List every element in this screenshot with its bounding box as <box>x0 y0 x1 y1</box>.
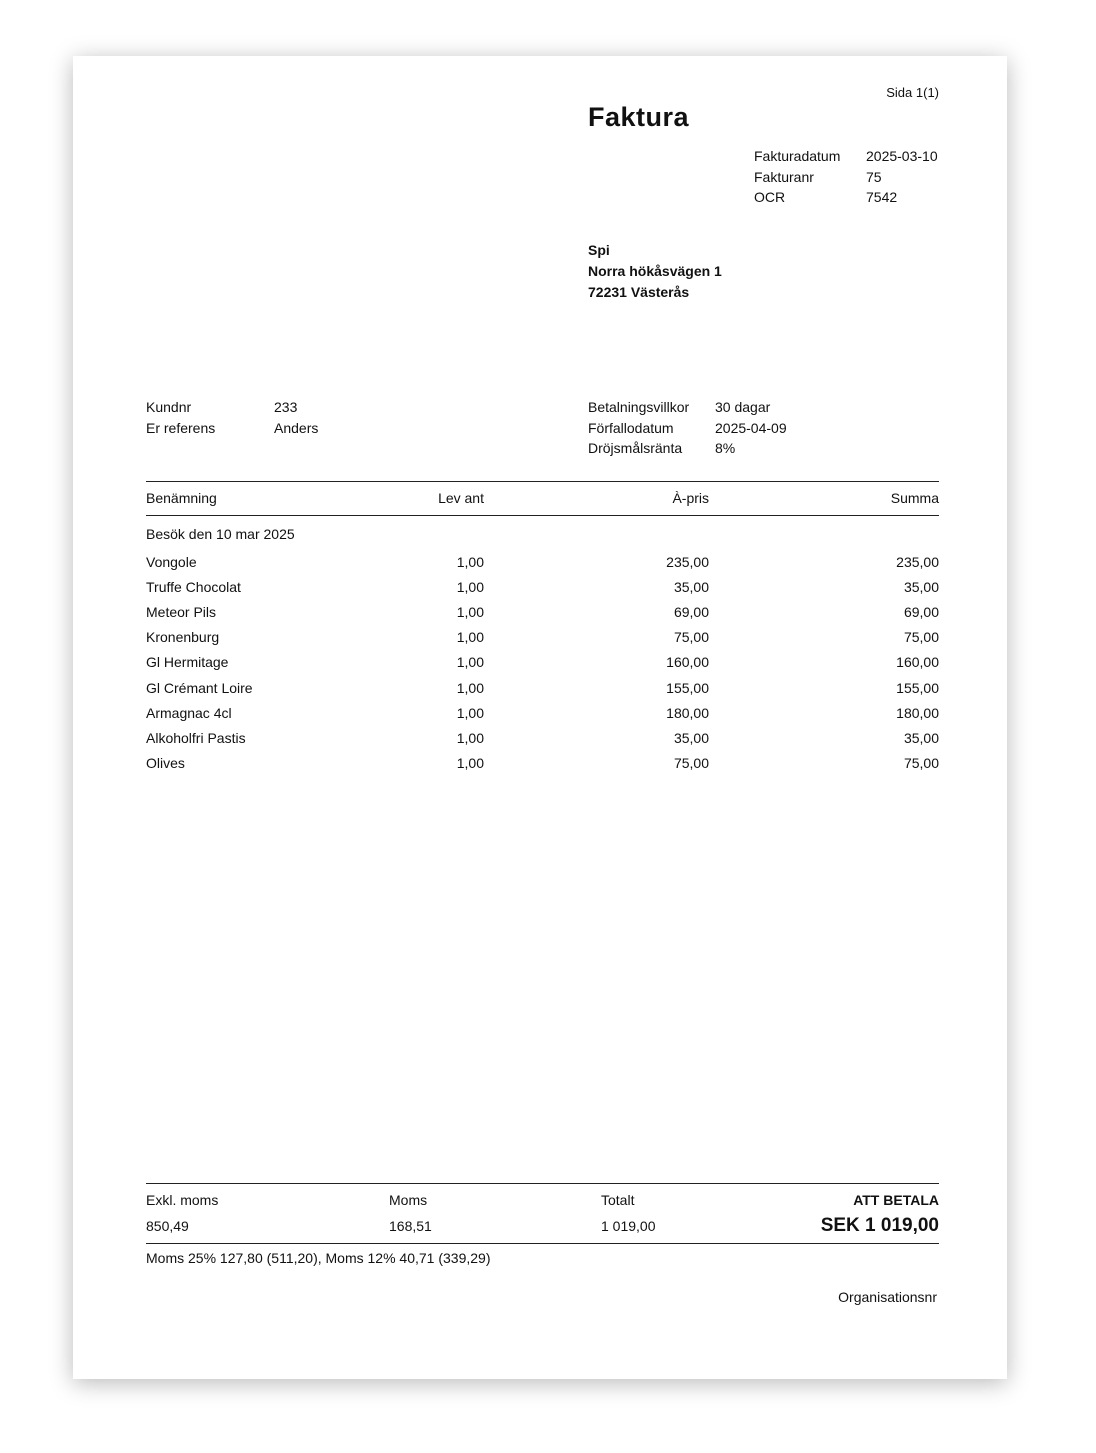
info-label: Dröjsmålsränta <box>588 440 683 457</box>
table-row <box>146 549 939 574</box>
amount-due-value: SEK 1 019,00 <box>820 1215 939 1236</box>
totals-value-row <box>146 1209 939 1243</box>
recipient-street: Norra hökåsvägen 1 <box>588 263 722 279</box>
organisation-number-label: Organisationsnr <box>838 1289 937 1305</box>
info-label: Kundnr <box>146 399 192 416</box>
item-qty: 1,00 <box>456 729 484 746</box>
item-qty: 1,00 <box>456 578 484 595</box>
item-sum: 155,00 <box>896 679 939 696</box>
table-row <box>146 599 939 624</box>
customer-info-row <box>146 397 318 418</box>
info-value: 233 <box>274 399 298 416</box>
invoice-meta <box>754 146 938 208</box>
table-row <box>146 675 939 700</box>
item-price: 35,00 <box>673 729 709 746</box>
customer-info-row <box>146 418 318 439</box>
payment-info <box>588 397 787 459</box>
info-label: Betalningsvillkor <box>588 399 690 416</box>
totals-top-rule <box>146 1183 939 1184</box>
meta-value: 75 <box>866 168 882 185</box>
invoice-page <box>73 56 1007 1379</box>
header-price: À-pris <box>672 490 709 506</box>
item-qty: 1,00 <box>456 755 484 772</box>
item-sum: 235,00 <box>896 553 939 570</box>
header-qty: Lev ant <box>438 490 484 506</box>
item-qty: 1,00 <box>456 704 484 721</box>
item-price: 180,00 <box>666 704 709 721</box>
item-sum: 35,00 <box>903 578 939 595</box>
meta-row <box>754 167 938 188</box>
item-price: 75,00 <box>673 755 709 772</box>
meta-label: Fakturadatum <box>754 148 841 165</box>
header-sum: Summa <box>890 490 939 506</box>
table-row <box>146 751 939 776</box>
item-name: Gl Crémant Loire <box>146 679 253 696</box>
excl-vat-label: Exkl. moms <box>146 1192 219 1208</box>
totals-bottom-rule <box>146 1243 939 1244</box>
vat-breakdown: Moms 25% 127,80 (511,20), Moms 12% 40,71 (339,29) <box>146 1250 491 1266</box>
item-sum: 75,00 <box>903 629 939 646</box>
item-name: Alkoholfri Pastis <box>146 729 246 746</box>
item-name: Armagnac 4cl <box>146 704 232 721</box>
meta-value: 2025-03-10 <box>866 148 938 165</box>
payment-info-row <box>588 397 787 418</box>
item-name: Gl Hermitage <box>146 654 229 671</box>
recipient-city: 72231 Västerås <box>588 284 690 300</box>
item-price: 75,00 <box>673 629 709 646</box>
excl-vat-value: 850,49 <box>146 1218 189 1234</box>
item-qty: 1,00 <box>456 553 484 570</box>
page-number: Sida 1(1) <box>886 85 939 100</box>
table-header-row <box>146 481 939 515</box>
item-name: Meteor Pils <box>146 603 217 620</box>
payment-info-row <box>588 418 787 439</box>
recipient-address <box>588 240 722 303</box>
table-row <box>146 725 939 750</box>
item-sum: 35,00 <box>903 729 939 746</box>
totals-table <box>146 1191 939 1243</box>
meta-row <box>754 146 938 167</box>
item-name: Kronenburg <box>146 629 220 646</box>
vat-value: 168,51 <box>389 1218 432 1234</box>
group-row <box>146 515 939 549</box>
vat-label: Moms <box>389 1192 428 1208</box>
item-sum: 75,00 <box>903 755 939 772</box>
totals-label-row <box>146 1191 939 1209</box>
info-value: Anders <box>274 419 319 436</box>
group-title: Besök den 10 mar 2025 <box>146 526 295 542</box>
item-sum: 180,00 <box>896 704 939 721</box>
table-row <box>146 700 939 725</box>
info-label: Förfallodatum <box>588 419 674 436</box>
customer-info <box>146 397 318 438</box>
info-label: Er referens <box>146 419 216 436</box>
info-value: 2025-04-09 <box>715 419 787 436</box>
item-name: Truffe Chocolat <box>146 578 241 595</box>
table-row <box>146 574 939 599</box>
total-label: Totalt <box>601 1192 635 1208</box>
meta-value: 7542 <box>866 189 898 206</box>
meta-row <box>754 187 938 208</box>
item-sum: 160,00 <box>896 654 939 671</box>
payment-info-row <box>588 438 787 459</box>
info-value: 8% <box>715 440 736 457</box>
item-qty: 1,00 <box>456 603 484 620</box>
item-price: 155,00 <box>666 679 709 696</box>
recipient-name: Spi <box>588 242 610 258</box>
header-name: Benämning <box>146 490 217 506</box>
table-row <box>146 650 939 675</box>
total-value: 1 019,00 <box>601 1218 656 1234</box>
item-name: Olives <box>146 755 185 772</box>
item-sum: 69,00 <box>903 603 939 620</box>
item-qty: 1,00 <box>456 654 484 671</box>
invoice-title: Faktura <box>588 102 690 132</box>
item-price: 69,00 <box>673 603 709 620</box>
amount-due-label: ATT BETALA <box>853 1192 939 1208</box>
meta-label: OCR <box>754 189 786 206</box>
item-price: 160,00 <box>666 654 709 671</box>
item-qty: 1,00 <box>456 679 484 696</box>
item-price: 235,00 <box>666 553 709 570</box>
table-row <box>146 625 939 650</box>
meta-label: Fakturanr <box>754 168 814 185</box>
item-qty: 1,00 <box>456 629 484 646</box>
item-name: Vongole <box>146 553 197 570</box>
info-value: 30 dagar <box>715 399 771 416</box>
line-items-table <box>146 481 939 776</box>
item-price: 35,00 <box>673 578 709 595</box>
